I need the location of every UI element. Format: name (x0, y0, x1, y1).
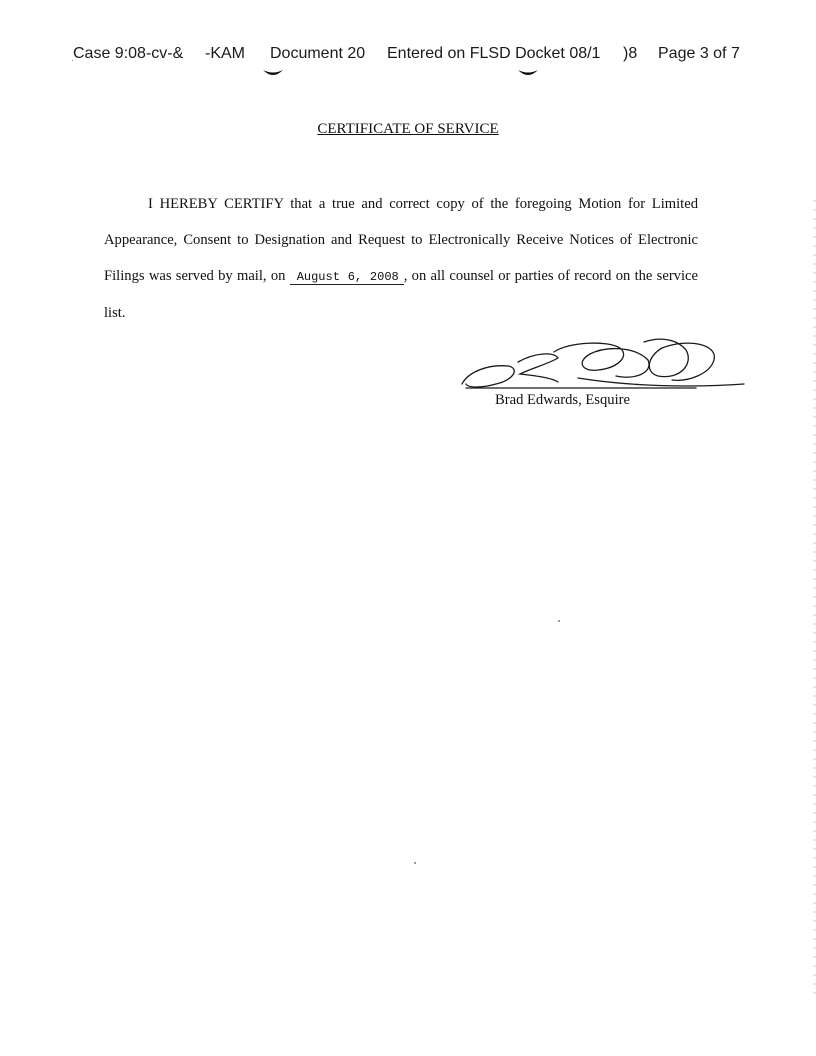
header-document-number: Document 20 (270, 45, 366, 62)
ecf-header (0, 45, 816, 69)
scan-speck (414, 862, 416, 864)
service-date-fill: August 6, 2008 (290, 270, 404, 285)
certificate-text-start: I HEREBY CERTIFY that a true and correct copy of the foregoing Motion for Limited Appearance, Consent to Designation and Request to Electronically Receive Notices of Electronic Filings was served by mail, on (104, 196, 698, 284)
signer-name: Brad Edwards, Esquire (495, 392, 630, 408)
scan-speck (72, 60, 73, 61)
header-entered-date: Entered on FLSD Docket 08/1 (387, 45, 601, 62)
certificate-paragraph (104, 186, 698, 331)
certificate-text-end: , on all counsel or parties of record on the service list. (104, 268, 698, 321)
header-page-fragment: )8 (623, 45, 638, 62)
header-case-number: Case 9:08-cv-& (73, 45, 184, 62)
header-page-of: Page 3 of 7 (658, 45, 740, 62)
binder-hole-mark-left (262, 68, 284, 78)
header-judge-suffix: ‐KAM (205, 45, 245, 62)
scan-speck (558, 620, 560, 622)
page-title: CERTIFICATE OF SERVICE (317, 121, 499, 137)
handwritten-signature (458, 334, 748, 394)
binder-hole-mark-right (517, 68, 539, 78)
